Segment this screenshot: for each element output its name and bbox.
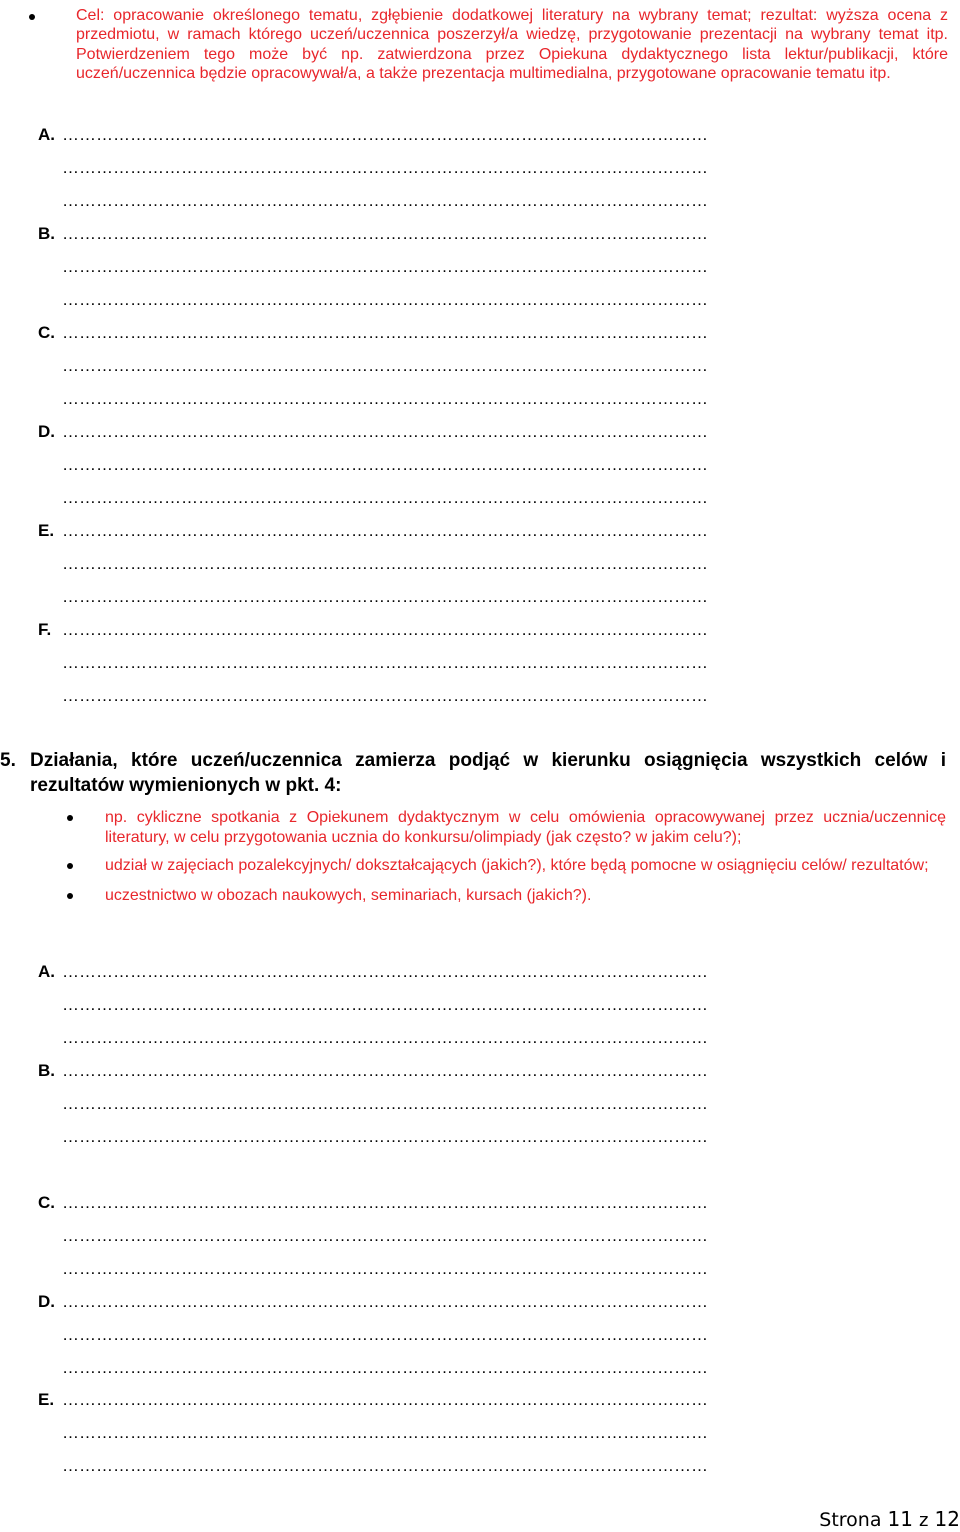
dotted-answer-line[interactable]: …………………………………………………………………………………………………… [62, 422, 708, 441]
dotted-answer-line[interactable]: …………………………………………………………………………………………………… [62, 653, 708, 672]
dotted-answer-line[interactable]: …………………………………………………………………………………………………… [62, 521, 708, 540]
section-number: 5. [0, 750, 16, 771]
page-footer [819, 1508, 960, 1532]
dotted-answer-line[interactable]: …………………………………………………………………………………………………… [62, 1259, 708, 1278]
dotted-answer-line[interactable]: …………………………………………………………………………………………………… [62, 554, 708, 573]
dotted-answer-line[interactable]: …………………………………………………………………………………………………… [62, 323, 708, 342]
dotted-answer-line[interactable]: …………………………………………………………………………………………………… [62, 1423, 708, 1442]
dotted-answer-line[interactable]: …………………………………………………………………………………………………… [62, 224, 708, 243]
goal-description: Cel: opracowanie określonego tematu, zgłębienie dodatkowej literatury na wybrany temat; rezultat: wyższa ocena z przedmiotu, w ramach którego uczeń/uczennica poszerzył/a wiedzę, przygotowanie prezentacji na wybrany temat itp. Potwierdzeniem tego może być np. zatwierdzona przez Opiekuna dydaktycznego lista lektur/publikacji, które uczeń/uczennica będzie opracowywał/a, a także prezentacja multimedialna, przygotowane opracowanie tematu itp. [76, 7, 948, 82]
bullet-icon [67, 815, 73, 821]
page-number: 11 [887, 1507, 913, 1531]
dotted-answer-line[interactable]: …………………………………………………………………………………………………… [62, 1456, 708, 1475]
dotted-answer-line[interactable]: …………………………………………………………………………………………………… [62, 125, 708, 144]
page-label: Strona [819, 1509, 882, 1531]
dotted-answer-line[interactable]: …………………………………………………………………………………………………… [62, 455, 708, 474]
dotted-answer-line[interactable]: …………………………………………………………………………………………………… [62, 1390, 708, 1409]
section-5 [0, 748, 946, 904]
dotted-answer-line[interactable]: …………………………………………………………………………………………………… [62, 1292, 708, 1311]
item-label: D. [38, 422, 55, 441]
dotted-answer-line[interactable]: …………………………………………………………………………………………………… [62, 1094, 708, 1113]
section-title: Działania, które uczeń/uczennica zamierza podjąć w kierunku osiągnięcia wszystkich celów i rezultatów wymienionych w pkt. 4: [30, 750, 946, 796]
dotted-answer-line[interactable]: …………………………………………………………………………………………………… [62, 1358, 708, 1377]
dotted-answer-line[interactable]: …………………………………………………………………………………………………… [62, 389, 708, 408]
item-label: D. [38, 1292, 55, 1311]
section-5-items [0, 808, 946, 905]
dotted-answer-line[interactable]: …………………………………………………………………………………………………… [62, 995, 708, 1014]
list-item-text: uczestnictwo w obozach naukowych, seminariach, kursach (jakich?). [105, 886, 592, 904]
item-label: A. [38, 125, 55, 144]
dotted-answer-line[interactable]: …………………………………………………………………………………………………… [62, 257, 708, 276]
list-item [105, 808, 946, 847]
item-label: F. [38, 620, 52, 639]
list-item-text: np. cykliczne spotkania z Opiekunem dydaktycznym w celu omówienia opracowywanej przez ucznia/uczennicę literatury, w celu przygotowania ucznia do konkursu/olimpiady (jak często? w jakim celu?); [105, 809, 946, 846]
item-label: A. [38, 962, 55, 981]
bullet-icon [29, 14, 35, 20]
dotted-answer-line[interactable]: …………………………………………………………………………………………………… [62, 158, 708, 177]
dotted-answer-line[interactable]: …………………………………………………………………………………………………… [62, 962, 708, 981]
dotted-answer-line[interactable]: …………………………………………………………………………………………………… [62, 1127, 708, 1146]
list-item [105, 886, 946, 906]
item-label: B. [38, 1061, 55, 1080]
item-label: C. [38, 1193, 55, 1212]
dotted-answer-line[interactable]: …………………………………………………………………………………………………… [62, 1028, 708, 1047]
dotted-answer-line[interactable]: …………………………………………………………………………………………………… [62, 356, 708, 375]
dotted-answer-line[interactable]: …………………………………………………………………………………………………… [62, 1193, 708, 1212]
page-separator: z [919, 1510, 929, 1531]
dotted-answer-line[interactable]: …………………………………………………………………………………………………… [62, 191, 708, 210]
goal-bullet-item [20, 6, 948, 83]
item-label: E. [38, 521, 55, 540]
bullet-icon [67, 893, 73, 899]
bullet-icon [67, 863, 73, 869]
dotted-answer-line[interactable]: …………………………………………………………………………………………………… [62, 488, 708, 507]
list-item [105, 856, 946, 876]
list-item-text: udział w zajęciach pozalekcyjnych/ dokształcających (jakich?), które będą pomocne w osiągnięciu celów/ rezultatów; [105, 857, 929, 874]
dotted-answer-line[interactable]: …………………………………………………………………………………………………… [62, 587, 708, 606]
dotted-answer-line[interactable]: …………………………………………………………………………………………………… [62, 620, 708, 639]
item-label: C. [38, 323, 55, 342]
dotted-answer-line[interactable]: …………………………………………………………………………………………………… [62, 290, 708, 309]
dotted-answer-line[interactable]: …………………………………………………………………………………………………… [62, 1325, 708, 1344]
dotted-answer-line[interactable]: …………………………………………………………………………………………………… [62, 1061, 708, 1080]
item-label: B. [38, 224, 55, 243]
page-total: 12 [934, 1507, 960, 1531]
item-label: E. [38, 1390, 55, 1409]
dotted-answer-line[interactable]: …………………………………………………………………………………………………… [62, 686, 708, 705]
dotted-answer-line[interactable]: …………………………………………………………………………………………………… [62, 1226, 708, 1245]
